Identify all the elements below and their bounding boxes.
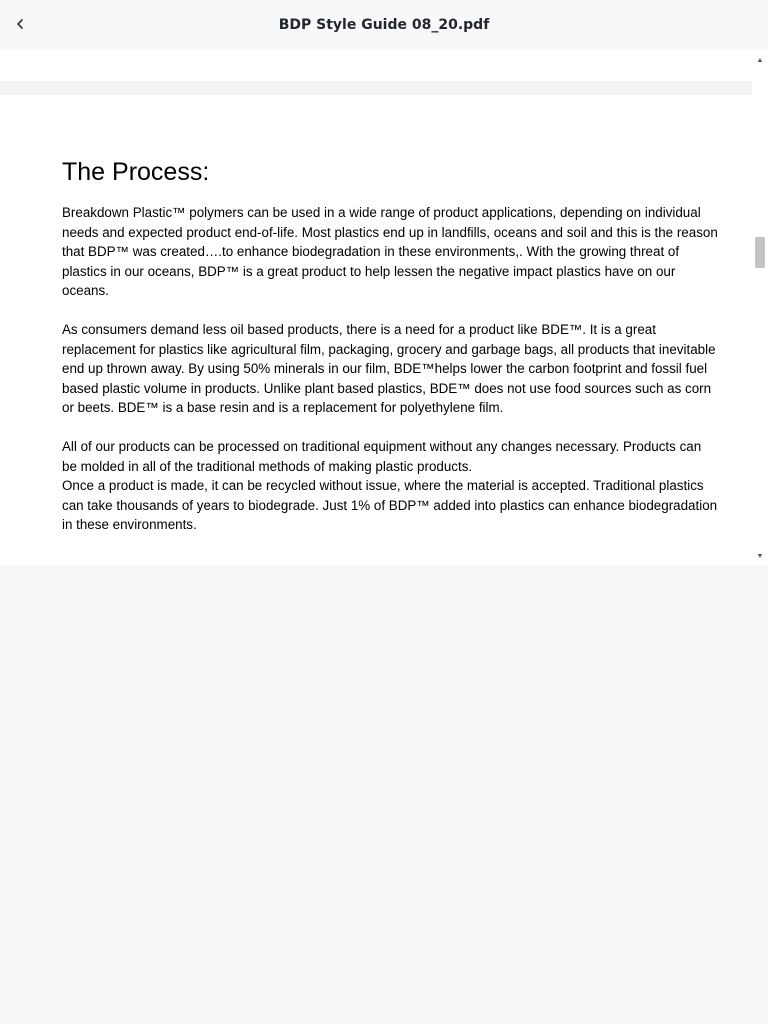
paragraph: Breakdown Plastic™ polymers can be used in a wide range of product applications, depending on individual needs and expected product end-of-life. Most plastics end up in landfills, oceans and soil and this is the reason that BDP™ was created….to enhance biodegradation in these environments,. With the growing threat of plastics in our oceans, BDP™ is a great product to help lessen the negative impact plastics have on our oceans.: [62, 205, 718, 298]
vertical-scrollbar[interactable]: [752, 50, 768, 565]
scroll-thumb[interactable]: [755, 237, 765, 268]
paragraph: Once a product is made, it can be recycled without issue, where the material is accepted. Traditional plastics can take thousands of years to biodegrade. Just 1% of BDP™ added into plastics can enhance biodegradation in these environments.: [62, 478, 718, 532]
pdf-viewer[interactable]: [0, 50, 768, 565]
document-title: BDP Style Guide 08_20.pdf: [278, 17, 490, 33]
page-body: [62, 203, 718, 554]
section-heading: The Process:: [62, 158, 210, 186]
scroll-down-arrow-icon[interactable]: ▼: [756, 552, 764, 560]
paragraph: As consumers demand less oil based products, there is a need for a product like BDE™. It is a great replacement for plastics like agricultural film, packaging, grocery and garbage bags, all products that inevitable end up thrown away. By using 50% minerals in our film, BDE™helps lower the carbon footprint and fossil fuel based plastic volume in products. Unlike plant based plastics, BDE™ does not use food sources such as corn or beets. BDE™ is a base resin and is a replacement for polyethylene film.: [62, 322, 716, 415]
paragraph: All of our products can be processed on traditional equipment without any changes necessary. Products can be molded in all of the traditional methods of making plastic products.: [62, 439, 702, 474]
pdf-page: [0, 95, 752, 565]
previous-page: [0, 50, 752, 81]
top-bar: [0, 0, 768, 52]
scroll-up-arrow-icon[interactable]: ▲: [756, 56, 764, 64]
